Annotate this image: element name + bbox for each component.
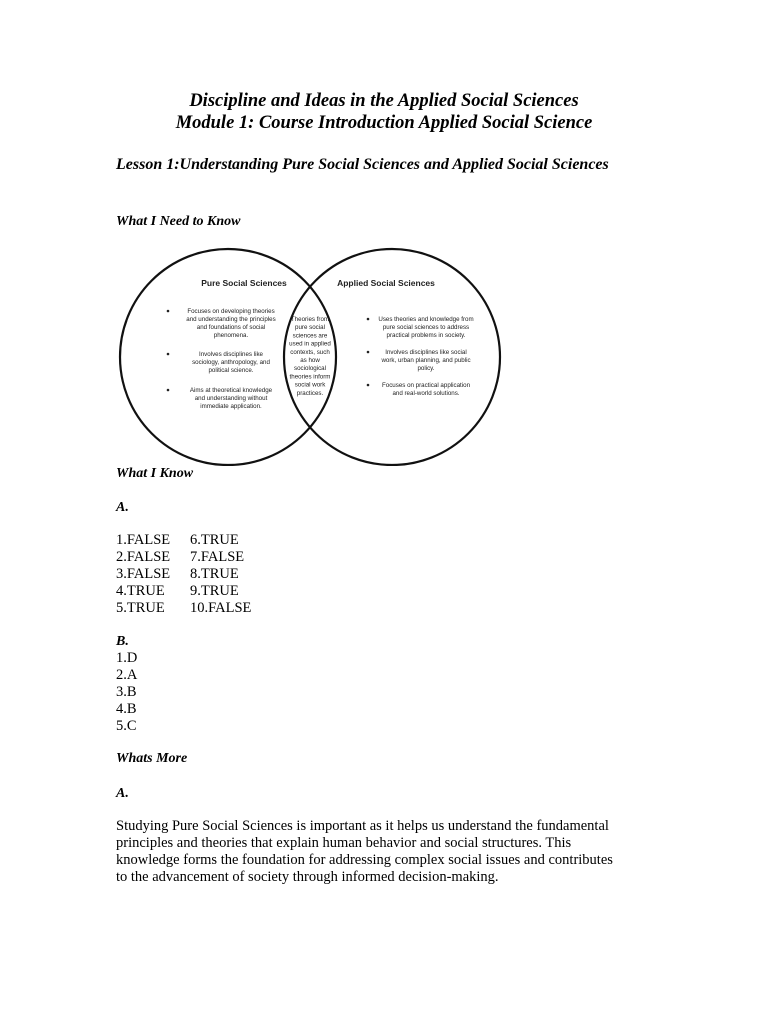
answer-row bbox=[116, 583, 239, 600]
applied-bullet-line: pure social sciences to address bbox=[382, 324, 470, 331]
overlap-line: used in applied bbox=[289, 340, 331, 348]
bullet-dot bbox=[167, 389, 170, 392]
pure-title: Pure Social Sciences bbox=[201, 278, 287, 288]
bullet-dot bbox=[167, 353, 170, 356]
pure-bullet-line: sociology, anthropology, and bbox=[192, 359, 270, 366]
overlap-line: pure social bbox=[295, 324, 325, 332]
overlap-line: practices. bbox=[296, 389, 324, 397]
overlap-line: social work bbox=[294, 381, 326, 389]
pure-bullet-line: and understanding the principles bbox=[186, 316, 276, 323]
answer-right: 9.TRUE bbox=[190, 583, 239, 599]
answer-left: 4.TRUE bbox=[116, 583, 165, 599]
pure-bullet-line: immediate application. bbox=[200, 403, 262, 410]
lesson-title: Lesson 1:Understanding Pure Social Sciences and Applied Social Sciences bbox=[116, 156, 609, 173]
applied-bullet-line: Uses theories and knowledge from bbox=[378, 316, 474, 323]
overlap-line: as how bbox=[300, 357, 320, 364]
bullet-dot bbox=[167, 310, 170, 313]
answer-right: 10.FALSE bbox=[190, 600, 252, 616]
answer-left: 5.TRUE bbox=[116, 600, 165, 616]
overlap-line: contexts, such bbox=[290, 348, 330, 356]
answer-row bbox=[116, 566, 239, 583]
pure-bullet-line: phenomena. bbox=[213, 332, 249, 339]
overlap-line: sciences are bbox=[292, 332, 328, 340]
applied-bullet-line: practical problems in society. bbox=[386, 332, 466, 339]
overlap-line: sociological bbox=[294, 365, 326, 373]
mc-answer: 2.A bbox=[116, 667, 138, 683]
pure-bullet-line: political science. bbox=[208, 367, 254, 374]
bullet-dot bbox=[367, 384, 370, 387]
module-title: Module 1: Course Introduction Applied Social Science bbox=[175, 113, 593, 133]
mc-answer: 1.D bbox=[116, 650, 138, 666]
mc-answer: 5.C bbox=[116, 718, 137, 734]
applied-bullets bbox=[367, 316, 474, 397]
section-what-i-need-to-know: What I Need to Know bbox=[116, 214, 241, 229]
applied-bullet-line: and real-world solutions. bbox=[392, 390, 460, 397]
pure-bullet-line: Focuses on developing theories bbox=[187, 308, 275, 315]
mc-answer: 4.B bbox=[116, 701, 137, 717]
applied-bullet-line: policy. bbox=[417, 365, 435, 372]
pure-bullet-line: Involves disciplines like bbox=[199, 351, 263, 358]
paragraph-line: Studying Pure Social Sciences is important as it helps us understand the fundamental bbox=[116, 818, 609, 834]
paragraph-line: principles and theories that explain human behavior and social structures. This bbox=[116, 835, 572, 851]
part-a-label: A. bbox=[116, 500, 129, 515]
paragraph-line: knowledge forms the foundation for addressing complex social issues and contributes bbox=[116, 852, 613, 868]
applied-bullet-line: Involves disciplines like social bbox=[385, 349, 467, 356]
overlap-line: Theories from bbox=[290, 316, 330, 323]
bullet-dot bbox=[367, 318, 370, 321]
pure-bullets bbox=[167, 308, 276, 410]
answer-left: 2.FALSE bbox=[116, 549, 171, 565]
overlap-line: theories inform bbox=[289, 373, 331, 381]
pure-bullet-line: and foundations of social bbox=[196, 324, 266, 331]
venn-diagram bbox=[116, 246, 536, 466]
document-title: Discipline and Ideas in the Applied Social Sciences bbox=[189, 91, 579, 111]
answer-right: 8.TRUE bbox=[190, 566, 239, 582]
answer-right: 6.TRUE bbox=[190, 532, 239, 548]
pure-bullet-line: and understanding without bbox=[194, 395, 268, 402]
answer-row bbox=[116, 600, 251, 617]
answer-right: 7.FALSE bbox=[190, 549, 245, 565]
overlap-text bbox=[289, 316, 331, 397]
bullet-dot bbox=[367, 351, 370, 354]
part-a2-label: A. bbox=[116, 786, 129, 801]
answer-left: 3.FALSE bbox=[116, 566, 171, 582]
answer-row bbox=[116, 549, 244, 566]
mc-answer: 3.B bbox=[116, 684, 137, 700]
answer-row bbox=[116, 532, 239, 549]
paragraph-line: to the advancement of society through informed decision-making. bbox=[116, 869, 499, 885]
section-whats-more: Whats More bbox=[116, 751, 188, 766]
applied-bullet-line: work, urban planning, and public bbox=[381, 357, 471, 364]
part-b-label: B. bbox=[116, 634, 129, 649]
applied-bullet-line: Focuses on practical application bbox=[381, 382, 471, 389]
answer-left: 1.FALSE bbox=[116, 532, 171, 548]
applied-title: Applied Social Sciences bbox=[337, 278, 435, 288]
section-what-i-know: What I Know bbox=[116, 466, 194, 481]
pure-bullet-line: Aims at theoretical knowledge bbox=[189, 387, 273, 394]
